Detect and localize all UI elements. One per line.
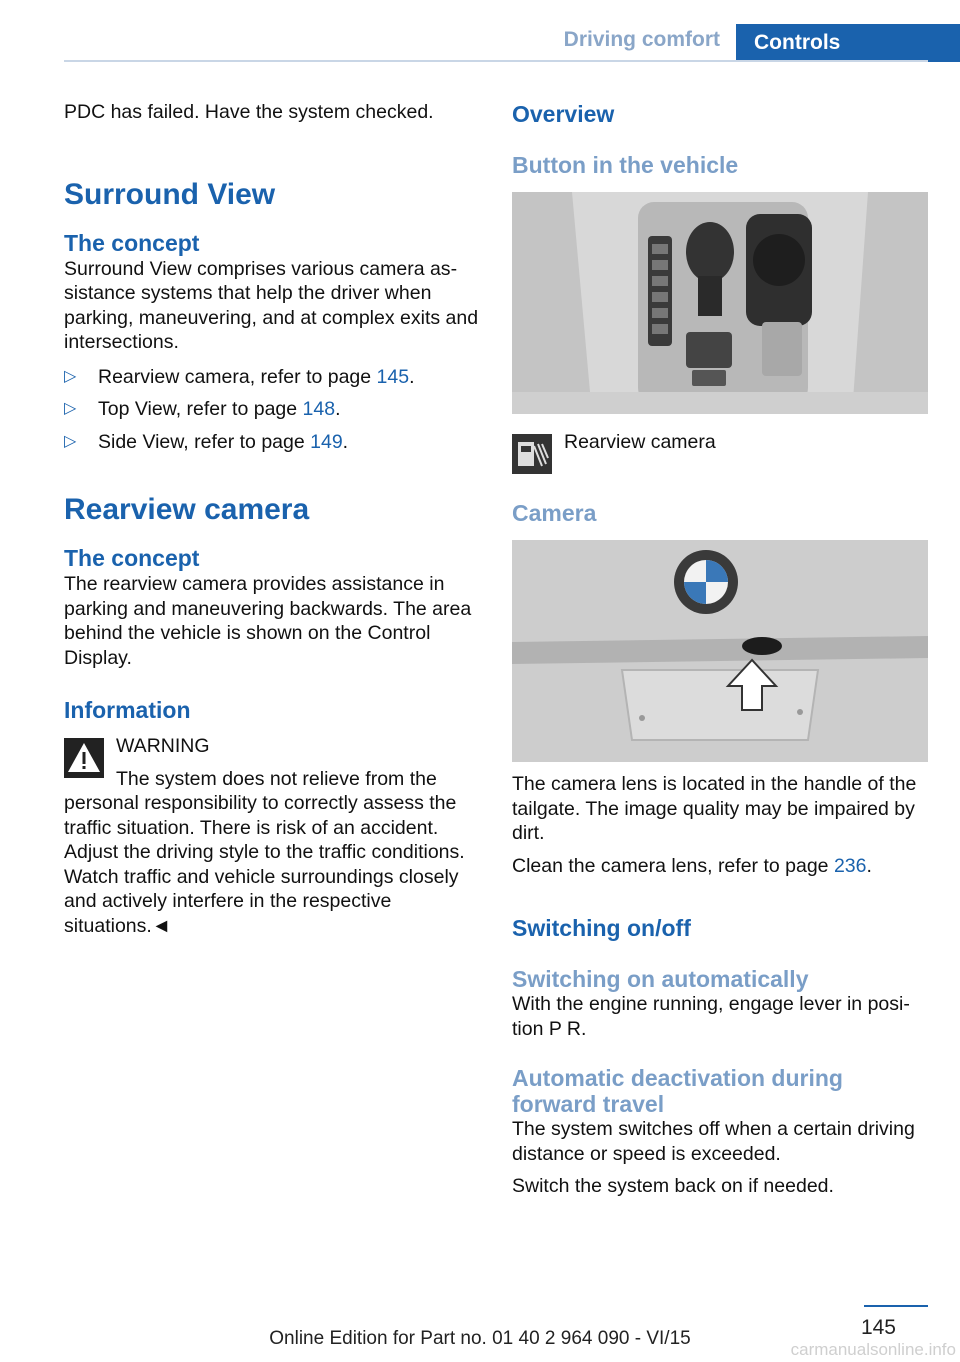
header-rule [64,60,928,62]
page-link[interactable]: 149 [310,430,343,453]
list-item: ▷ Top View, refer to page 148. [64,398,341,420]
warning-block [64,734,482,938]
watermark: carmanualsonline.info [790,1340,956,1359]
auto-on-heading: Switching on automatically [512,966,809,992]
camera-image [512,540,928,762]
left-column [64,100,482,938]
triangle-bullet-icon: ▷ [64,432,77,450]
page-link[interactable]: 148 [302,398,336,420]
list-item: ▷ Side View, refer to page 149. [64,430,349,453]
edition-text: Online Edition for Part no. 01 40 2 964 090 - VI/15 [269,1328,691,1349]
rearview-camera-button-icon [512,434,552,474]
information-heading: Information [64,697,191,723]
center-console-image [512,192,928,414]
surround-concept-text: Surround View comprises various camera assistance systems that help the driver when parking, maneuvering, and at complex exits and intersections. [64,257,479,353]
page-link[interactable]: 145 [376,365,410,388]
footer-rule [864,1305,928,1307]
auto-on-text: With the engine running, engage lever in position P R. [512,993,910,1040]
switching-heading: Switching on/off [512,915,691,941]
rearview-concept-heading: The concept [64,545,200,571]
camera-illustration [512,540,928,762]
center-console-illustration [512,192,928,414]
right-column [512,100,932,1199]
list-item: ▷ Rearview camera, refer to page 145. [64,365,415,388]
triangle-bullet-icon: ▷ [64,400,77,417]
camera-heading: Camera [512,500,597,526]
button-caption-row [512,431,932,474]
rearview-concept-text: The rearview camera provides assistance in parking and maneuvering backwards. The area behind the vehicle is shown on the Control Display. [64,573,472,669]
overview-heading: Overview [512,101,615,127]
header-section: Driving comfort [563,28,720,51]
header-chapter-tab: Controls [736,24,960,62]
surround-bullet-list [64,365,482,455]
button-in-vehicle-heading: Button in the vehicle [512,152,739,178]
clean-lens-text: Clean the camera lens, refer to page 236. [512,854,872,877]
surround-concept-heading: The concept [64,229,200,256]
auto-off-text: The system switches off when a certain driving distance or speed is exceeded. [512,1118,915,1165]
page-number: 145 [860,1316,896,1339]
camera-location-text: The camera lens is located in the handle of the tailgate. The image quality may be impaired by dirt. [512,773,917,844]
rearview-camera-title: Rearview camera [64,493,310,526]
triangle-bullet-icon: ▷ [64,367,77,385]
intro-text: PDC has failed. Have the system checked. [64,101,434,123]
page-link[interactable]: 236 [833,854,867,877]
auto-off-heading: Automatic deactivation during forward travel [512,1065,843,1117]
warning-text: The system does not relieve from the personal responsibility to correctly assess the traffic situation. There is risk of an accident. Adjust the driving style to the traffic conditions. Watch traffic and vehicle surroundings closely and actively interfere in the respective situations.◄ [64,767,465,937]
switch-back-text: Switch the system back on if needed. [512,1175,834,1197]
button-caption: Rearview camera [564,431,716,453]
surround-view-title: Surround View [64,177,276,211]
warning-triangle-icon [64,738,104,778]
warning-label: WARNING [116,735,210,757]
